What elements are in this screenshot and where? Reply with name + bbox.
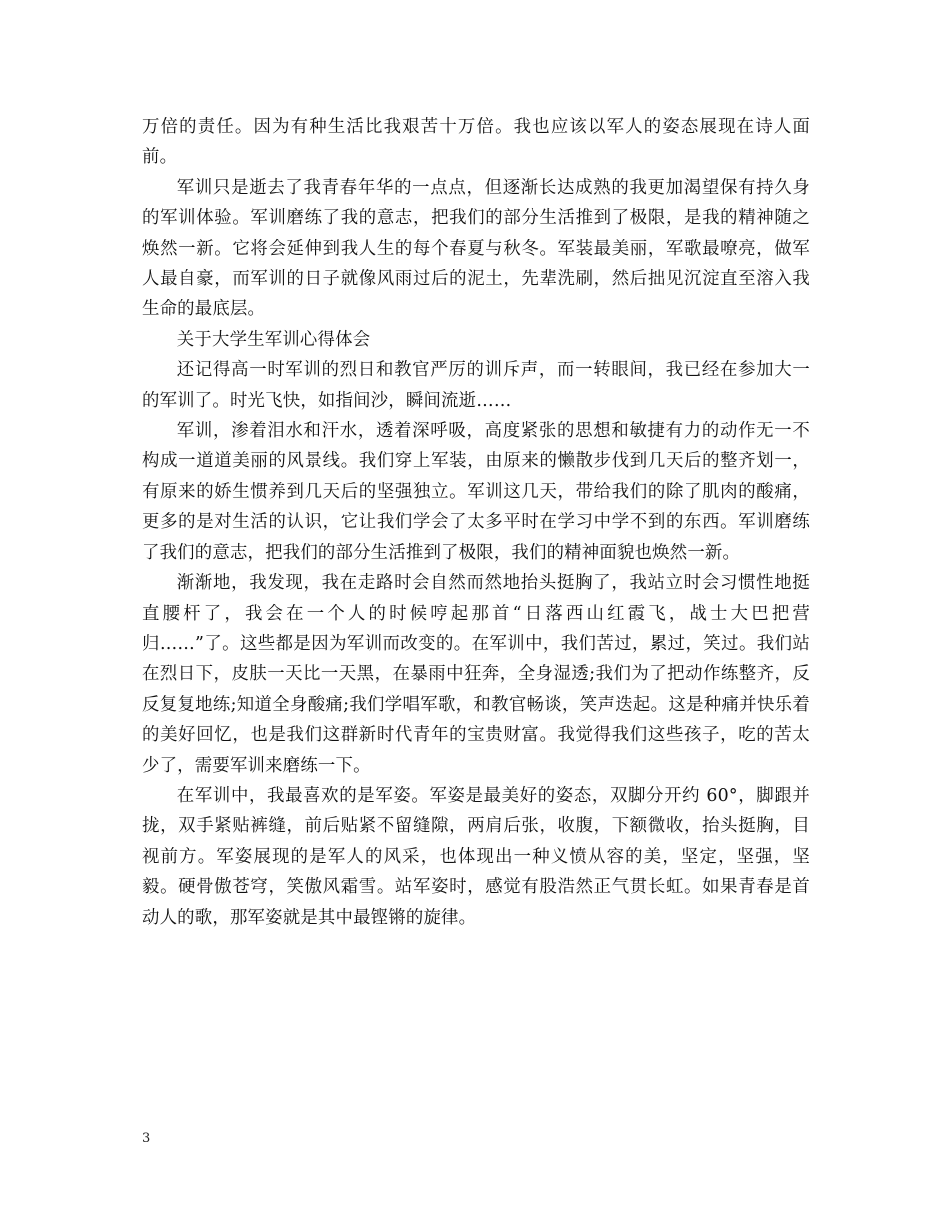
- paragraph-2: 军训只是逝去了我青春年华的一点点，但逐渐长达成熟的我更加渴望保有持久身的军训体验。军训磨练了我的意志，把我们的部分生活推到了极限，是我的精神随之焕然一新。它将会延伸到我人生的每个春夏与秋冬。军装最美丽，军歌最嘹亮，做军人最自豪，而军训的日子就像风雨过后的泥土，先辈洗刷，然后拙见沉淀直至溶入我生命的最底层。: [142, 177, 810, 320]
- section-heading: 关于大学生军训心得体会: [176, 329, 371, 350]
- paragraph-3: 还记得高一时军训的烈日和教官严厉的训斥声，而一转眼间，我已经在参加大一的军训了。时光飞快，如指间沙，瞬间流逝……: [142, 360, 810, 411]
- paragraph-1: 万倍的责任。因为有种生活比我艰苦十万倍。我也应该以军人的姿态展现在诗人面前。: [142, 117, 810, 168]
- paragraph-6: 在军训中，我最喜欢的是军姿。军姿是最美好的姿态，双脚分开约 60°，脚跟并拢，双手紧贴裤缝，前后贴紧不留缝隙，两肩后张，收腹，下额微收，抬头挺胸，目视前方。军姿展现的是军人的风采，也体现出一种义愤从容的美，坚定，坚强，坚毅。硬骨傲苍穹，笑傲风霜雪。站军姿时，感觉有股浩然正气贯长虹。如果青春是首动人的歌，那军姿就是其中最铿锵的旋律。: [142, 785, 810, 928]
- paragraph-5: 渐渐地，我发现，我在走路时会自然而然地抬头挺胸了，我站立时会习惯性地挺直腰杆了，我会在一个人的时候哼起那首“日落西山红霞飞，战士大巴把营归……”了。这些都是因为军训而改变的。在军训中，我们苦过，累过，笑过。我们站在烈日下，皮肤一天比一天黑，在暴雨中狂奔，全身湿透;我们为了把动作练整齐，反反复复地练;知道全身酸痛;我们学唱军歌，和教官畅谈，笑声迭起。这是种痛并快乐着的美好回忆，也是我们这群新时代青年的宝贵财富。我觉得我们这些孩子，吃的苦太少了，需要军训来磨练一下。: [142, 573, 810, 776]
- page-number: 3: [142, 1131, 151, 1146]
- paragraph-4: 军训，渗着泪水和汗水，透着深呼吸，高度紧张的思想和敏捷有力的动作无一不构成一道道美丽的风景线。我们穿上军装，由原来的懒散步伐到几天后的整齐划一，有原来的娇生惯养到几天后的坚强独立。军训这几天，带给我们的除了肌肉的酸痛，更多的是对生活的认识，它让我们学会了太多平时在学习中学不到的东西。军训磨练了我们的意志，把我们的部分生活推到了极限，我们的精神面貌也焕然一新。: [142, 421, 810, 563]
- body-text: [142, 112, 810, 933]
